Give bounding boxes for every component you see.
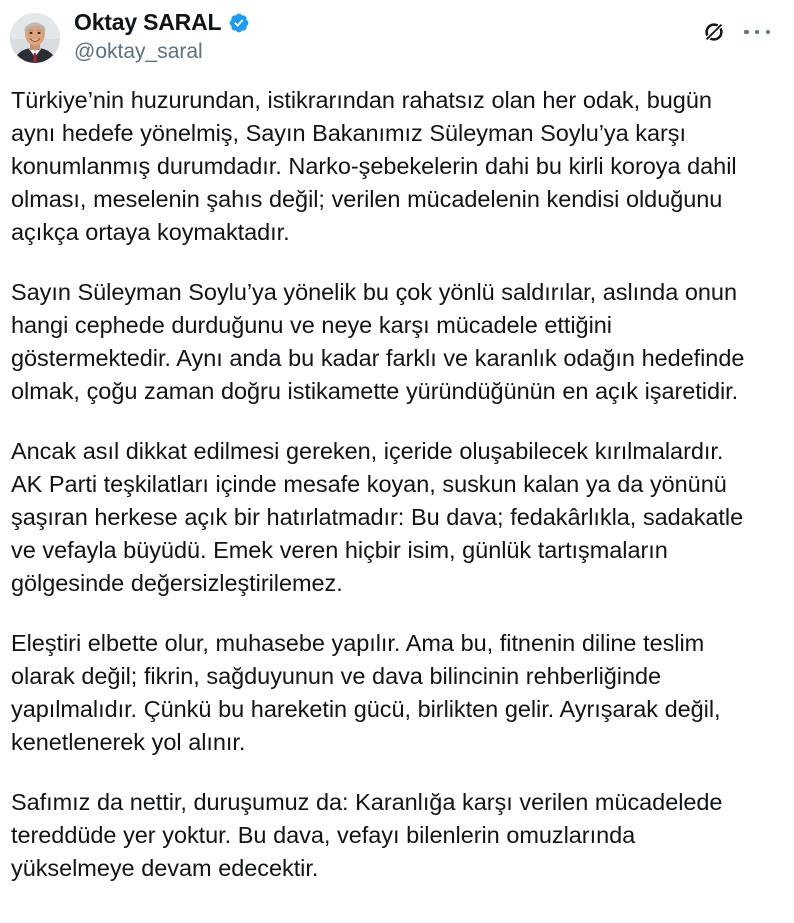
tweet-paragraph: Sayın Süleyman Soylu’ya yönelik bu çok yönlü saldırılar, aslında onun hangi cephede durduğunu ve neye karşı mücadele ettiğini göstermektedir. Aynı anda bu kadar farklı ve karanlık odağın hedefinde olmak, çoğu zaman doğru istikamette yüründüğünün en açık işaretidir. — [11, 279, 745, 404]
avatar[interactable] — [10, 13, 60, 63]
tweet-paragraph: Eleştiri elbette olur, muhasebe yapılır. Ama bu, fitnenin diline teslim olarak değil; fikrin, sağduyunun ve dava bilincinin rehberliğinde yapılmalıdır. Çünkü bu hareketin gücü, birlikten gelir. Ayrışarak değil, kenetlenerek yol alınır. — [11, 630, 721, 755]
more-dot — [766, 30, 771, 35]
more-dot — [744, 30, 749, 35]
more-options-icon[interactable] — [744, 21, 770, 43]
more-dot — [755, 30, 760, 35]
author-identity — [74, 10, 250, 63]
tweet-text-body — [10, 84, 772, 885]
grok-icon[interactable] — [702, 20, 726, 44]
tweet-header — [10, 10, 772, 72]
tweet-paragraph: Türkiye’nin huzurundan, istikrarından rahatsız olan her odak, bugün aynı hedefe yönelmiş, Sayın Bakanımız Süleyman Soylu’ya karşı konumlanmış durumdadır. Narko-şebekelerin dahi bu kirli koroya dahil olması, meselenin şahıs değil; verilen mücadelenin kendisi olduğunu açıkça ortaya koymaktadır. — [11, 87, 737, 245]
author-display-name[interactable]: Oktay SARAL — [74, 9, 222, 35]
author-handle[interactable]: @oktay_saral — [74, 40, 203, 63]
header-actions — [702, 10, 772, 44]
tweet-paragraph: Ancak asıl dikkat edilmesi gereken, içeride oluşabilecek kırılmalardır. AK Parti teşkilatları içinde mesafe koyan, suskun kalan ya da yönünü şaşıran herkese açık bir hatırlatmadır: Bu dava; fedakârlıkla, sadakatle ve vefayla büyüdü. Emek veren hiçbir isim, günlük tartışmaların gölgesinde değersizleştirilemez. — [11, 438, 744, 596]
tweet-paragraph: Safımız da nettir, duruşumuz da: Karanlığa karşı verilen mücadelede tereddüde yer yoktur. Bu dava, vefayı bilenlerin omuzlarında yükselmeye devam edecektir. — [11, 789, 723, 881]
verified-badge-icon[interactable] — [228, 12, 250, 34]
author-name-row[interactable] — [74, 11, 250, 34]
